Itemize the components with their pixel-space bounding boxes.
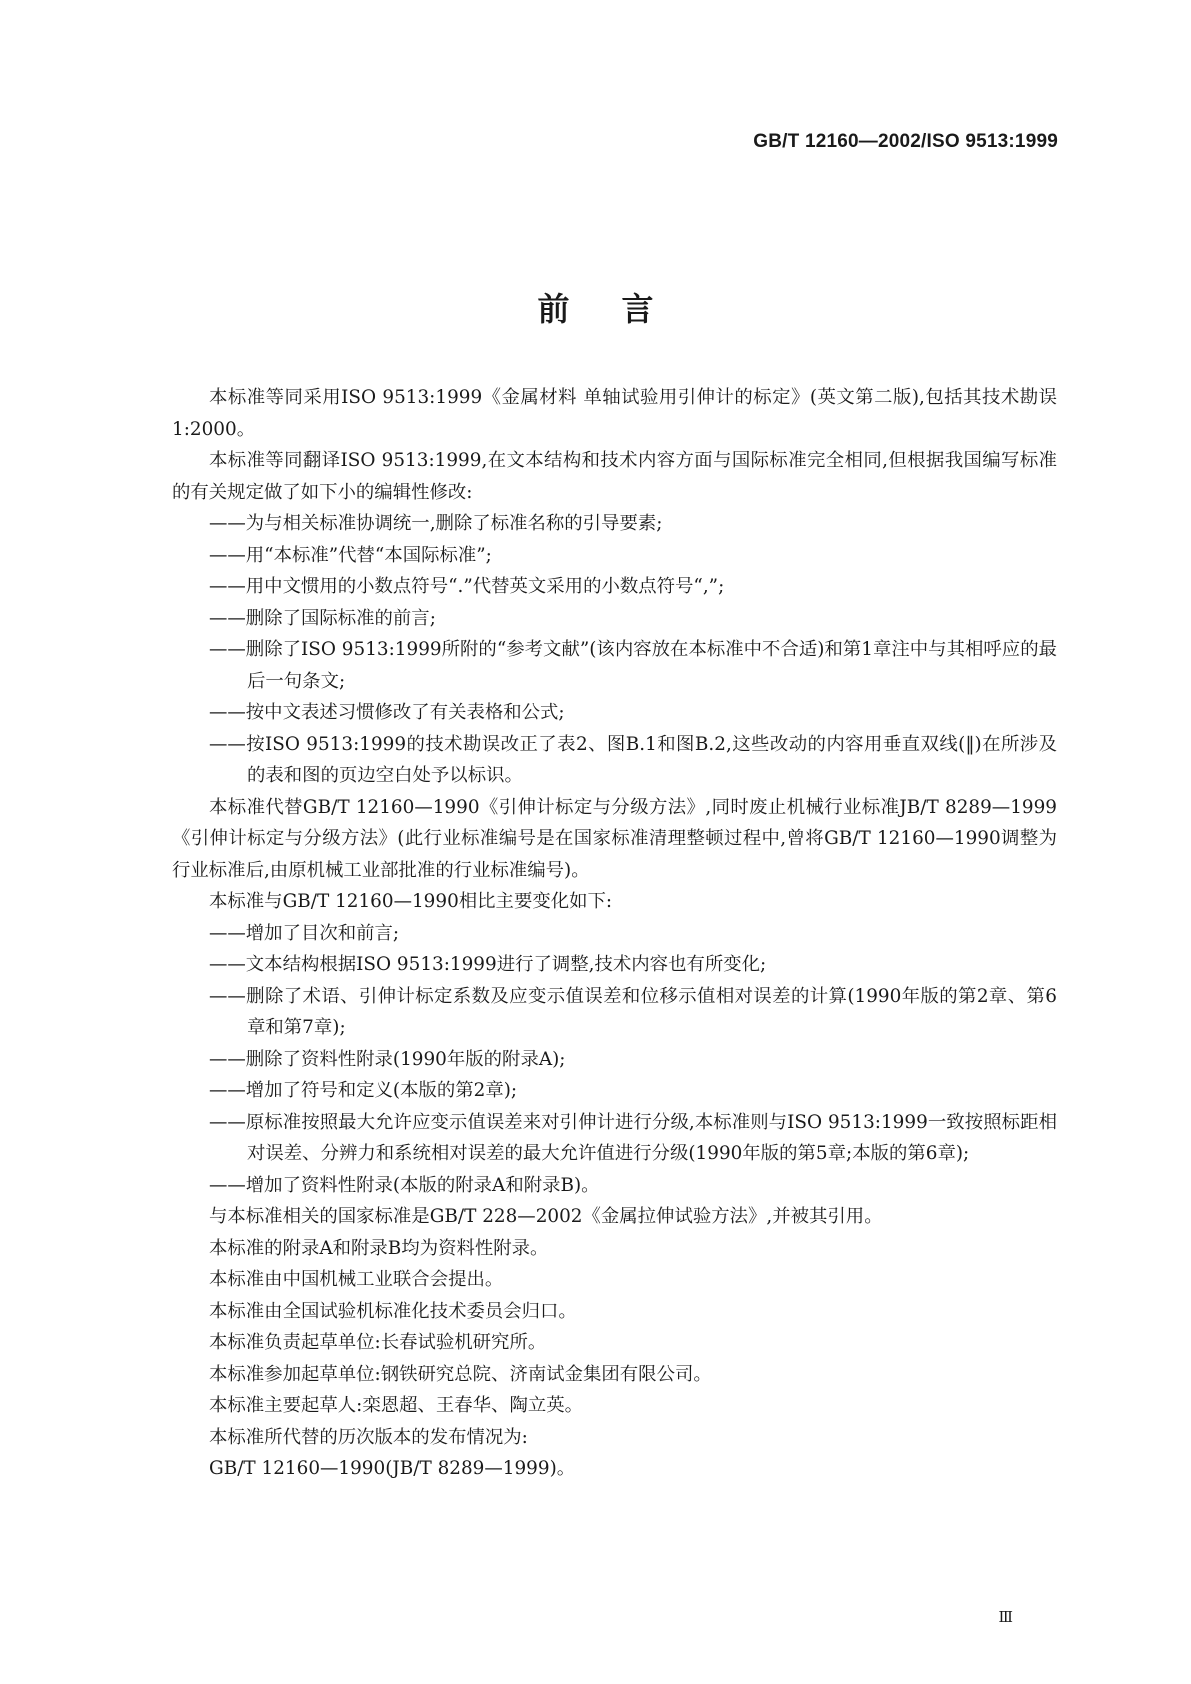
paragraph-drafters: 本标准主要起草人:栾恩超、王春华、陶立英。 <box>209 1395 584 1416</box>
list-item: ——文本结构根据ISO 9513:1999进行了调整,技术内容也有所变化; <box>209 954 767 975</box>
list-item: ——删除了国际标准的前言; <box>209 607 436 629</box>
standard-code: GB/T 12160—2002/ISO 9513:1999 <box>753 131 1058 152</box>
paragraph-adoption: 本标准等同采用ISO 9513:1999《金属材料 单轴试验用引伸计的标定》(英文第二版),包括其技术勘误1:2000。 <box>172 387 1057 440</box>
list-item: ——增加了资料性附录(本版的附录A和附录B)。 <box>209 1174 600 1196</box>
paragraph-replacement: 本标准代替GB/T 12160—1990《引伸计标定与分级方法》,同时废止机械行业标准JB/T 8289—1999《引伸计标定与分级方法》(此行业标准编号是在国家标准清理整顿过程中,曾将GB/T 12160—1990调整为行业标准后,由原机械工业部批准的行业标准编号)。 <box>172 796 1057 881</box>
document-body <box>172 382 1057 1485</box>
list-item: ——按ISO 9513:1999的技术勘误改正了表2、图B.1和图B.2,这些改动的内容用垂直双线(‖)在所涉及的表和图的页边空白处予以标识。 <box>209 733 1057 786</box>
list-item: ——原标准按照最大允许应变示值误差来对引伸计进行分级,本标准则与ISO 9513:1999一致按照标距相对误差、分辨力和系统相对误差的最大允许值进行分级(1990年版的第5章;本版的第6章); <box>209 1111 1057 1164</box>
list-item: ——增加了目次和前言; <box>209 922 400 944</box>
list-item: ——删除了术语、引伸计标定系数及应变示值误差和位移示值相对误差的计算(1990年版的第2章、第6章和第7章); <box>209 985 1057 1038</box>
list-item: ——为与相关标准协调统一,删除了标准名称的引导要素; <box>209 513 663 534</box>
list-item: ——删除了资料性附录(1990年版的附录A); <box>209 1048 566 1070</box>
paragraph-history-intro: 本标准所代替的历次版本的发布情况为: <box>209 1426 528 1448</box>
paragraph-committee: 本标准由全国试验机标准化技术委员会归口。 <box>209 1300 577 1322</box>
paragraph-translation: 本标准等同翻译ISO 9513:1999,在文本结构和技术内容方面与国际标准完全相同,但根据我国编写标准的有关规定做了如下小的编辑性修改: <box>172 450 1057 503</box>
paragraph-annexes: 本标准的附录A和附录B均为资料性附录。 <box>209 1237 549 1259</box>
paragraph-drafting-unit: 本标准负责起草单位:长春试验机研究所。 <box>209 1332 547 1353</box>
list-item: ——删除了ISO 9513:1999所附的“参考文献”(该内容放在本标准中不合适)和第1章注中与其相呼应的最后一句条文; <box>209 639 1057 692</box>
paragraph-related-standard: 与本标准相关的国家标准是GB/T 228—2002《金属拉伸试验方法》,并被其引用。 <box>209 1206 883 1227</box>
page-title: 前言 <box>537 290 706 328</box>
list-item: ——用中文惯用的小数点符号“.”代替英文采用的小数点符号“,”; <box>209 576 725 597</box>
paragraph-proposer: 本标准由中国机械工业联合会提出。 <box>209 1269 504 1290</box>
list-item: ——按中文表述习惯修改了有关表格和公式; <box>209 702 565 723</box>
paragraph-changes: 本标准与GB/T 12160—1990相比主要变化如下: <box>209 891 613 912</box>
paragraph-history-versions: GB/T 12160—1990(JB/T 8289—1999)。 <box>209 1458 576 1479</box>
paragraph-participating-units: 本标准参加起草单位:钢铁研究总院、济南试金集团有限公司。 <box>209 1363 712 1385</box>
list-item: ——用“本标准”代替“本国际标准”; <box>209 544 492 566</box>
list-item: ——增加了符号和定义(本版的第2章); <box>209 1080 518 1101</box>
page-number: Ⅲ <box>998 1608 1013 1626</box>
